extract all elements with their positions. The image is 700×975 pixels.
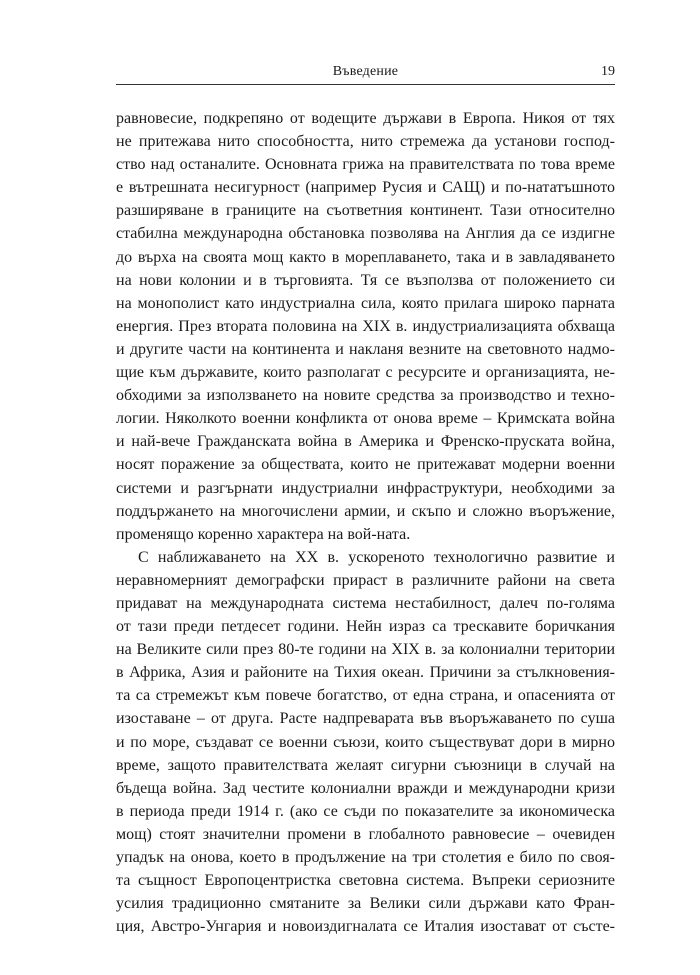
text-line: придават на международната система нестабилност, далеч по-голяма [116, 594, 615, 612]
text-line: на нови колонии и в търговията. Тя се възползва от положението си [116, 271, 615, 289]
running-header [116, 63, 615, 81]
text-line: системи и разгърнати индустриални инфраструктури, необходими за [116, 479, 615, 497]
text-line: не притежава нито способността, нито стремежа да установи господ- [116, 133, 615, 151]
text-line: ция, Австро-Унгария и новоиздигналата се Италия изостават от състе- [116, 918, 615, 936]
text-line: и по море, създават се военни съюзи, които съществуват дори в мирно [116, 733, 615, 751]
text-line: стабилна международна обстановка позволява на Англия да се издигне [116, 225, 615, 243]
text-line: носят поражение за обществата, които не притежават модерни военни [116, 456, 615, 474]
text-line: щие към държавите, които разполагат с ресурсите и организацията, не- [116, 364, 615, 382]
text-line: равновесие, подкрепяно от водещите държави в Европа. Никоя от тях [116, 110, 615, 127]
body-text [116, 107, 615, 938]
text-line: до върха на своята мощ както в мореплаването, така и в завладяването [116, 248, 615, 266]
paragraph [116, 107, 615, 546]
page-number: 19 [601, 64, 615, 79]
text-line: и другите части на континента и накланя везните на световното надмо- [116, 340, 615, 358]
text-line: променящо коренно характера на вой-ната. [116, 525, 411, 543]
text-line: на монополист като индустриална сила, която прилага широко парната [116, 294, 615, 312]
chapter-title: Въведение [332, 64, 399, 79]
text-line: енергия. През втората половина на XIX в. индустриализацията обхваща [116, 317, 615, 335]
text-line: изоставане – от друга. Расте надпреварата във въоръжаването по суша [116, 710, 615, 728]
text-line: поддържането на многочислени армии, и скъпо и сложно въоръжение, [116, 502, 615, 520]
text-line: неравномерният демографски прираст в различните райони на света [116, 571, 615, 589]
text-line: разширяване в границите на съответния континент. Тази относително [116, 202, 615, 220]
text-line: и най-вече Гражданската война в Америка и Френско-пруската война, [116, 433, 615, 451]
text-line: е вътрешната несигурност (например Русия и САЩ) и по-нататъшното [116, 179, 615, 197]
text-line: та същност Европоцентристка световна система. Въпреки сериозните [116, 872, 615, 890]
text-line: мощ) стоят значителни промени в глобалното равновесие – очевиден [116, 825, 615, 843]
header-divider [116, 84, 615, 85]
text-line: упадък на онова, което в продължение на три столетия е било по своя- [116, 849, 615, 866]
text-line: С наближаването на XX в. ускореното технологично развитие и [138, 548, 615, 566]
text-line: та са стремежът към повече богатство, от една страна, и опасенията от [116, 687, 615, 705]
text-line: в Африка, Азия и районите на Тихия океан. Причини за стълкновения- [116, 664, 615, 682]
text-line: на Великите сили през 80-те години на XIX в. за колониални територии [116, 641, 615, 659]
text-line: от тази преди петдесет години. Нейн израз са трескавите боричкания [116, 618, 615, 636]
text-line: обходими за използването на новите средства за производство и техно- [116, 387, 615, 405]
text-line: ство над останалите. Основната грижа на правителствата по това време [116, 156, 615, 174]
text-line: бъдеща война. Зад честите колониални вражди и международни кризи [116, 779, 615, 797]
text-line: усилия традиционно смятаните за Велики сили държави като Фран- [116, 895, 615, 913]
paragraph [116, 546, 615, 939]
text-line: време, защото правителствата желаят сигурни съюзници в случай на [116, 756, 615, 774]
text-line: логии. Няколкото военни конфликта от онова време – Кримската война [116, 410, 615, 428]
text-line: в периода преди 1914 г. (ако се съди по показателите за икономическа [116, 802, 615, 820]
